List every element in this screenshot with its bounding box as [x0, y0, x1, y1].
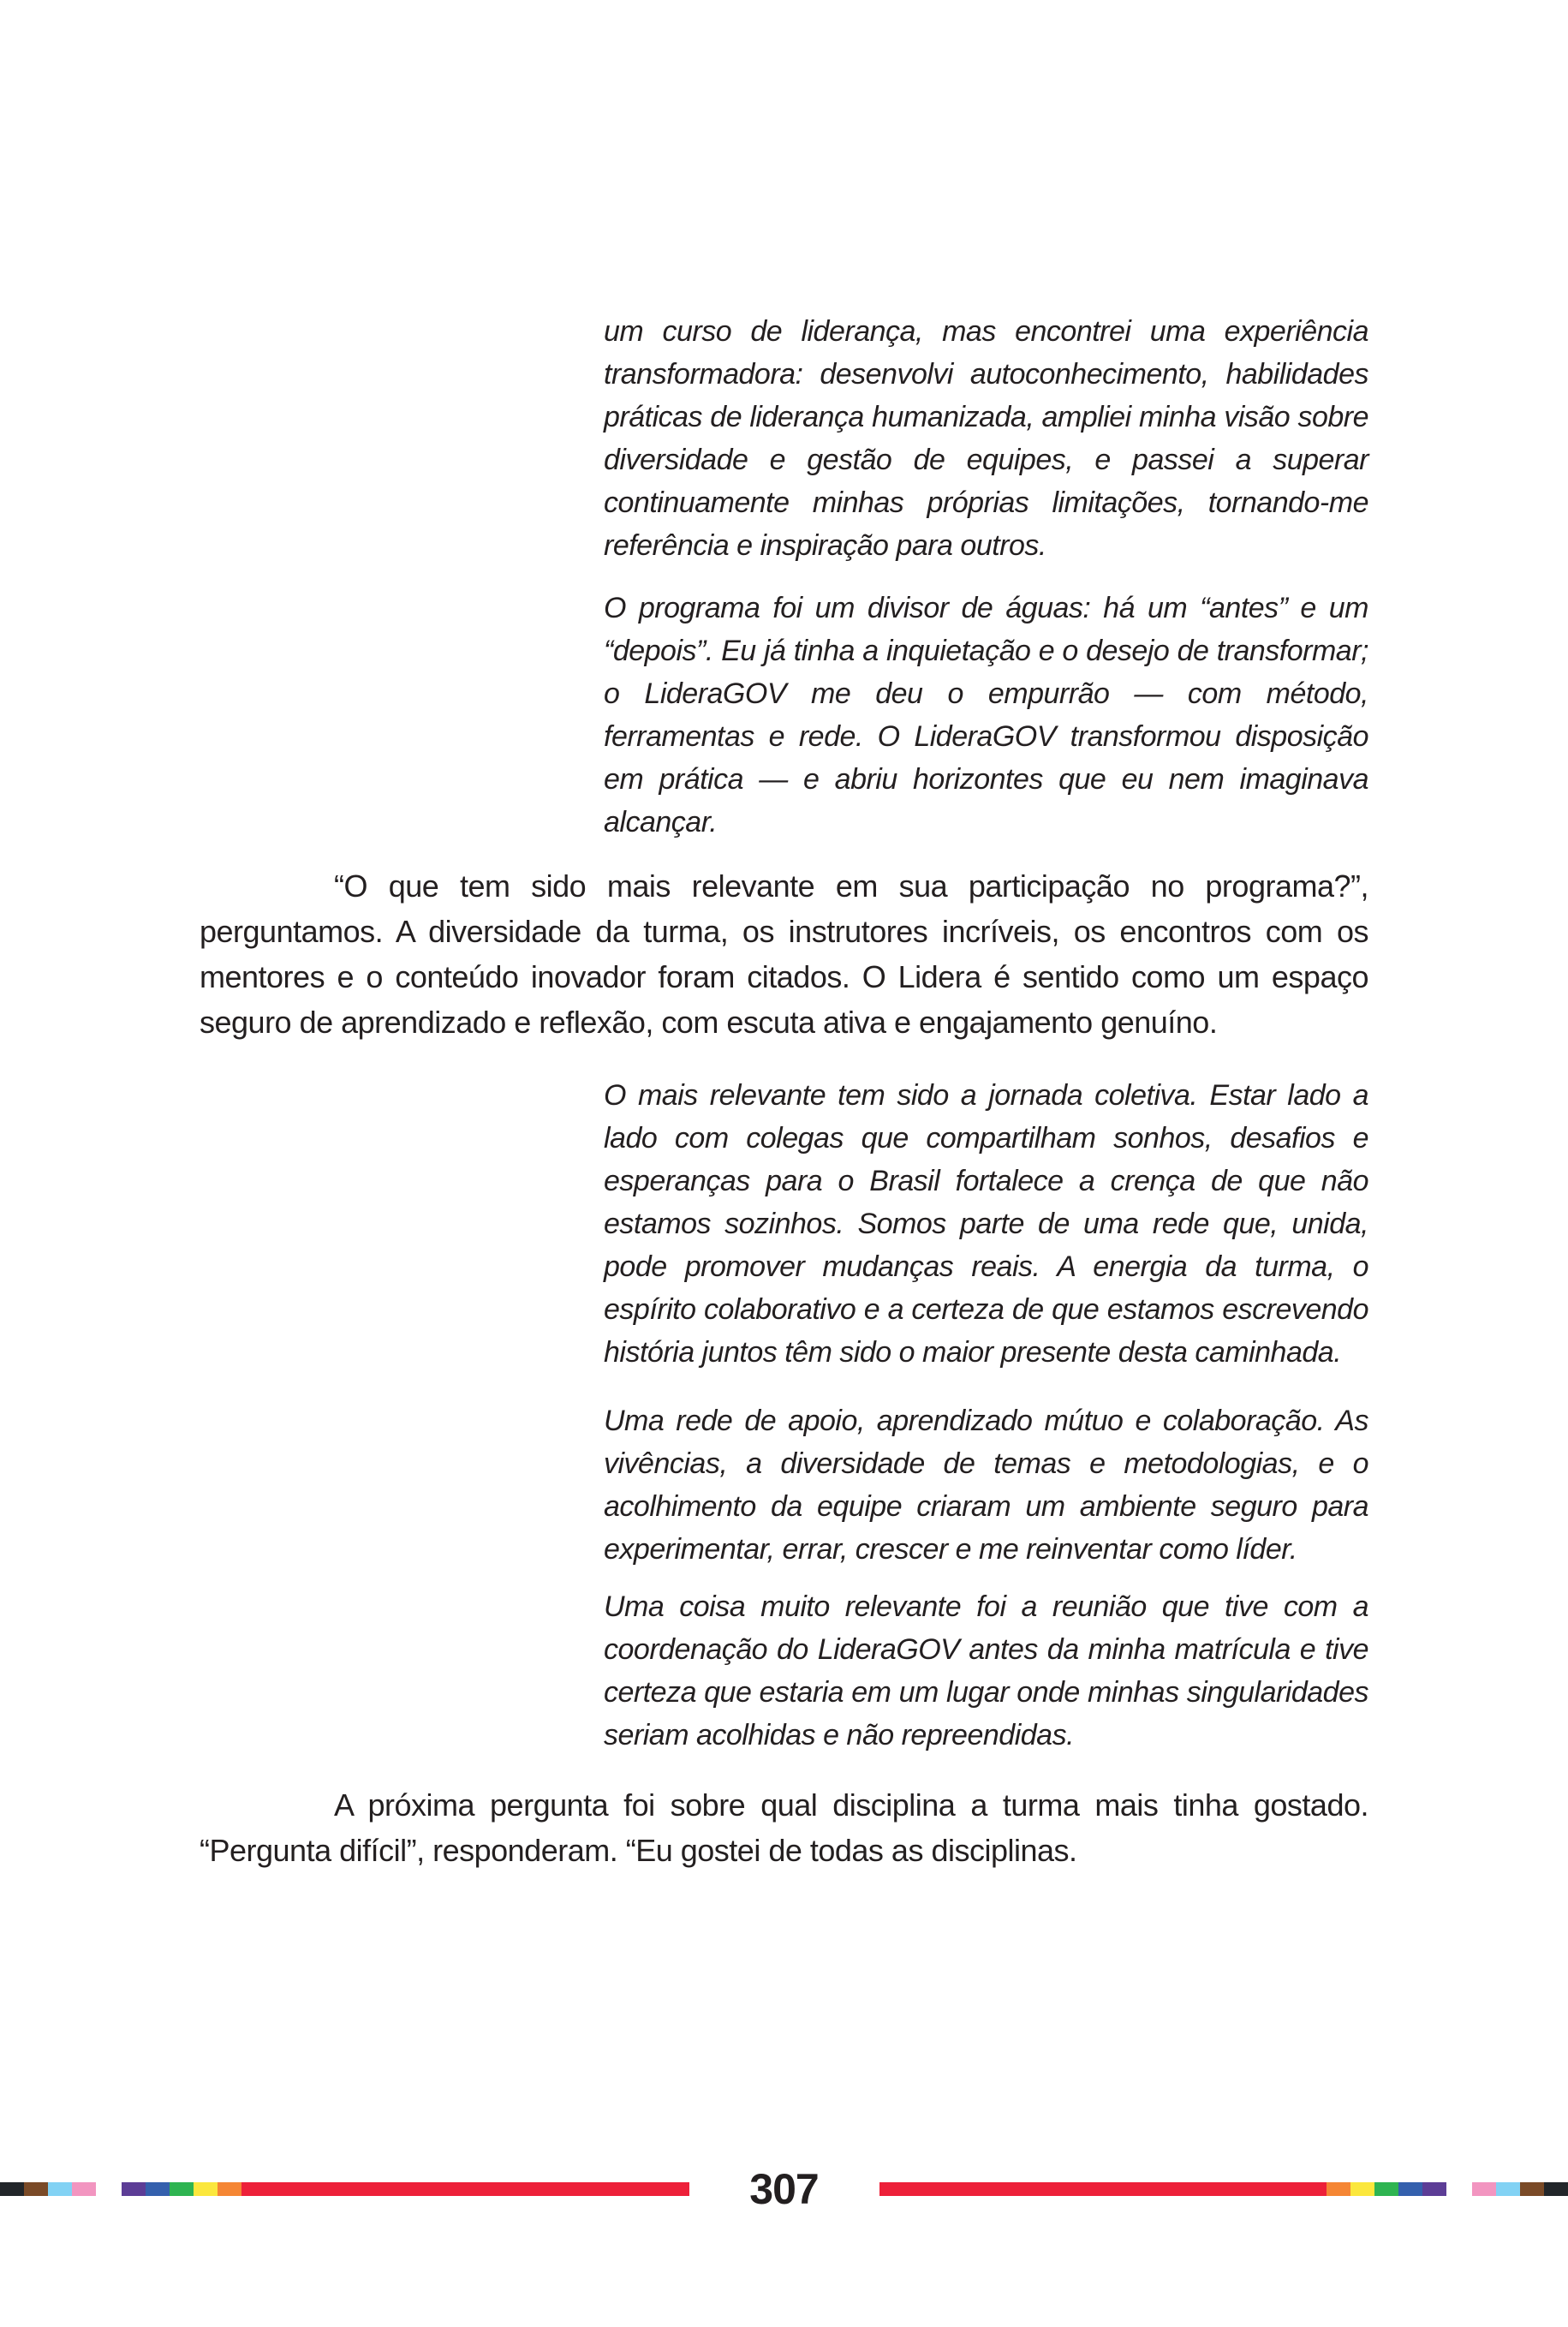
quote-block-4: Uma rede de apoio, aprendizado mútuo e colaboração. As vivências, a diversidade de temas e metodologias, e o acolhimento da equipe criaram um ambiente seguro para experimentar, errar, crescer e me reinventar como líder. — [604, 1405, 1368, 1566]
footer-stripe-bar-right — [879, 2182, 1568, 2196]
page-footer — [0, 2165, 1568, 2213]
footer-stripe-red-bar — [879, 2182, 1327, 2196]
body-paragraph-1: “O que tem sido mais relevante em sua participação no programa?”, perguntamos. A diversidade da turma, os instrutores incríveis, os encontros com os mentores e o conteúdo inovador foram citados. O Lidera é sentido como um espaço seguro de aprendizado e reflexão, com escuta ativa e engajamento genuíno. — [200, 868, 1368, 1040]
footer-stripe-gap — [96, 2182, 122, 2196]
footer-stripe-yellow — [194, 2182, 218, 2196]
footer-stripe-black — [0, 2182, 24, 2196]
footer-stripe-brown — [1520, 2182, 1544, 2196]
footer-stripe-orange — [1327, 2182, 1350, 2196]
footer-stripe-yellow — [1350, 2182, 1374, 2196]
page-number: 307 — [749, 2165, 819, 2213]
body-paragraph-2: A próxima pergunta foi sobre qual disciplina a turma mais tinha gostado. “Pergunta difícil”, responderam. “Eu gostei de todas as disciplinas. — [200, 1787, 1368, 1868]
footer-stripe-purple — [1422, 2182, 1446, 2196]
footer-stripe-black — [1544, 2182, 1568, 2196]
footer-stripe-light-blue — [48, 2182, 72, 2196]
footer-stripe-orange — [218, 2182, 241, 2196]
quote-block-5: Uma coisa muito relevante foi a reunião que tive com a coordenação do LideraGOV antes da minha matrícula e tive certeza que estaria em um lugar onde minhas singularidades seriam acolhidas e não repreendidas. — [604, 1590, 1368, 1751]
footer-stripe-bar-left — [0, 2182, 689, 2196]
footer-stripe-pink — [72, 2182, 96, 2196]
footer-stripe-light-blue — [1496, 2182, 1520, 2196]
quote-block-3: O mais relevante tem sido a jornada coletiva. Estar lado a lado com colegas que compartilham sonhos, desafios e esperanças para o Brasil fortalece a crença de que não estamos sozinhos. Somos parte de uma rede que, unida, pode promover mudanças reais. A energia da turma, o espírito colaborativo e a certeza de que estamos escrevendo história juntos têm sido o maior presente desta caminhada. — [604, 1079, 1368, 1369]
footer-stripe-purple — [122, 2182, 146, 2196]
quote-block-1: um curso de liderança, mas encontrei uma experiência transformadora: desenvolvi autoconhecimento, habilidades práticas de liderança humanizada, ampliei minha visão sobre diversidade e gestão de equipes, e passei a superar continuamente minhas próprias limitações, tornando-me referência e inspiração para outros. — [604, 315, 1368, 562]
footer-stripe-brown — [24, 2182, 48, 2196]
footer-stripe-red-bar — [241, 2182, 689, 2196]
footer-stripe-blue — [1398, 2182, 1422, 2196]
footer-stripe-green — [1374, 2182, 1398, 2196]
footer-stripe-blue — [146, 2182, 170, 2196]
footer-stripe-green — [170, 2182, 194, 2196]
page-content — [200, 0, 1368, 1873]
footer-stripe-gap — [1446, 2182, 1472, 2196]
quote-block-2: O programa foi um divisor de águas: há um “antes” e um “depois”. Eu já tinha a inquietação e o desejo de transformar; o LideraGOV me deu o empurrão — com método, ferramentas e rede. O LideraGOV transformou disposição em prática — e abriu horizontes que eu nem imaginava alcançar. — [604, 592, 1368, 838]
footer-stripe-pink — [1472, 2182, 1496, 2196]
